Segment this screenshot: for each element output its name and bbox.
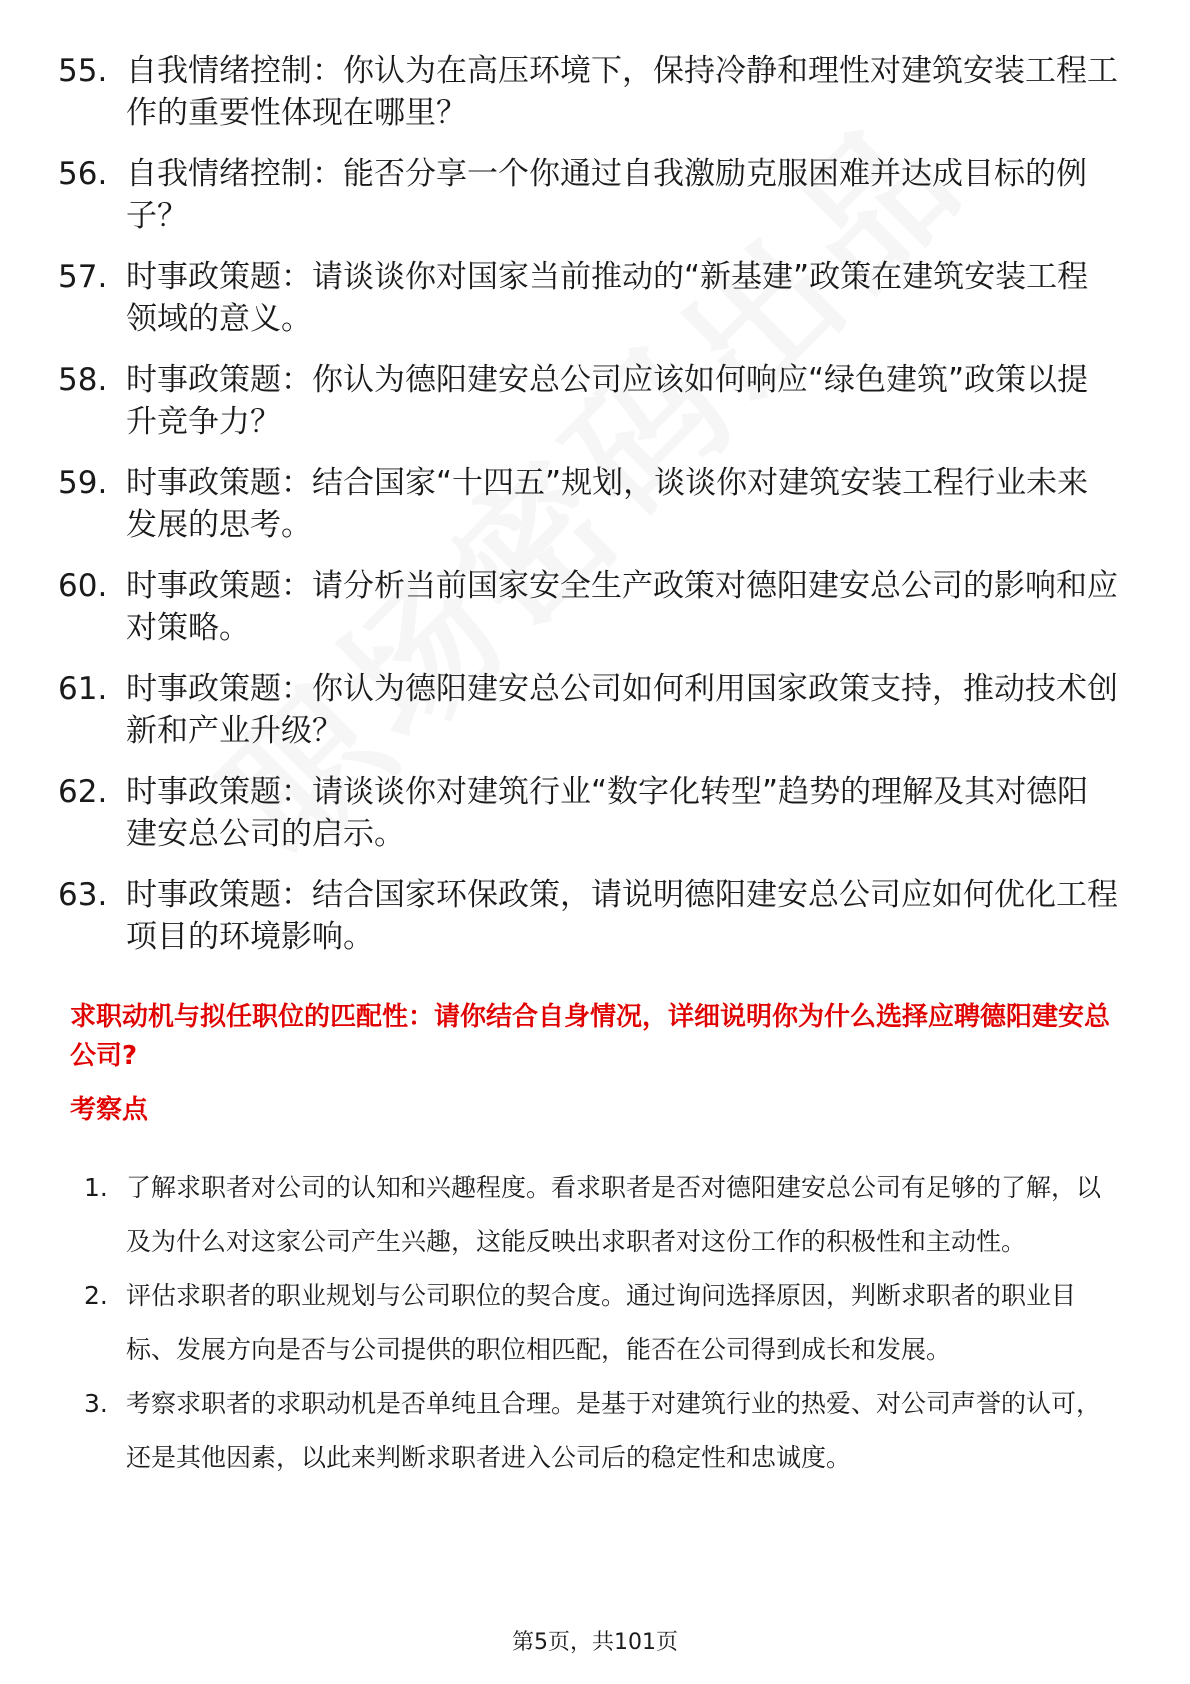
question-item — [58, 256, 1118, 340]
question-item — [58, 153, 1118, 237]
point-number: 3. — [84, 1389, 108, 1418]
question-list — [58, 50, 1118, 977]
question-text: 时事政策题：请谈谈你对建筑行业“数字化转型”趋势的理解及其对德阳建安总公司的启示。 — [126, 774, 1089, 852]
question-item — [58, 771, 1118, 855]
question-number: 55. — [58, 53, 108, 89]
list-item — [84, 1377, 1120, 1485]
assessment-points-list — [84, 1161, 1120, 1485]
question-item — [58, 874, 1118, 958]
list-item — [84, 1161, 1120, 1269]
question-item — [58, 565, 1118, 649]
point-text: 评估求职者的职业规划与公司职位的契合度。通过询问选择原因，判断求职者的职业目标、发展方向是否与公司提供的职位相匹配，能否在公司得到成长和发展。 — [126, 1281, 1077, 1364]
question-text: 时事政策题：你认为德阳建安总公司应该如何响应“绿色建筑”政策以提升竞争力？ — [126, 362, 1089, 440]
point-number: 1. — [84, 1173, 108, 1202]
question-text: 时事政策题：结合国家“十四五”规划，谈谈你对建筑安装工程行业未来发展的思考。 — [126, 465, 1089, 543]
question-number: 61. — [58, 671, 108, 707]
question-text: 时事政策题：你认为德阳建安总公司如何利用国家政策支持，推动技术创新和产业升级？ — [126, 671, 1118, 749]
question-text: 时事政策题：请谈谈你对国家当前推动的“新基建”政策在建筑安装工程领域的意义。 — [126, 259, 1089, 337]
question-number: 57. — [58, 259, 108, 295]
question-number: 63. — [58, 877, 108, 913]
question-number: 58. — [58, 362, 108, 398]
question-number: 56. — [58, 156, 108, 192]
section-subtitle: 考察点 — [70, 1095, 149, 1125]
question-text: 时事政策题：结合国家环保政策，请说明德阳建安总公司应如何优化工程项目的环境影响。 — [126, 877, 1118, 955]
question-item — [58, 359, 1118, 443]
question-number: 60. — [58, 568, 108, 604]
point-number: 2. — [84, 1281, 108, 1310]
point-text: 了解求职者对公司的认知和兴趣程度。看求职者是否对德阳建安总公司有足够的了解，以及为什么对这家公司产生兴趣，这能反映出求职者对这份工作的积极性和主动性。 — [126, 1173, 1102, 1256]
section-title: 求职动机与拟任职位的匹配性：请你结合自身情况，详细说明你为什么选择应聘德阳建安总公司? — [70, 1002, 1111, 1071]
question-item — [58, 50, 1118, 134]
list-item — [84, 1269, 1120, 1377]
point-text: 考察求职者的求职动机是否单纯且合理。是基于对建筑行业的热爱、对公司声誉的认可，还是其他因素，以此来判断求职者进入公司后的稳定性和忠诚度。 — [126, 1389, 1102, 1472]
question-item — [58, 668, 1118, 752]
question-text: 自我情绪控制：你认为在高压环境下，保持冷静和理性对建筑安装工程工作的重要性体现在哪里？ — [126, 53, 1118, 131]
question-text: 时事政策题：请分析当前国家安全生产政策对德阳建安总公司的影响和应对策略。 — [126, 568, 1118, 646]
page-footer: 第5页，共101页 — [512, 1630, 678, 1655]
question-item — [58, 462, 1118, 546]
question-text: 自我情绪控制：能否分享一个你通过自我激励克服困难并达成目标的例子？ — [126, 156, 1087, 234]
question-number: 62. — [58, 774, 108, 810]
question-number: 59. — [58, 465, 108, 501]
